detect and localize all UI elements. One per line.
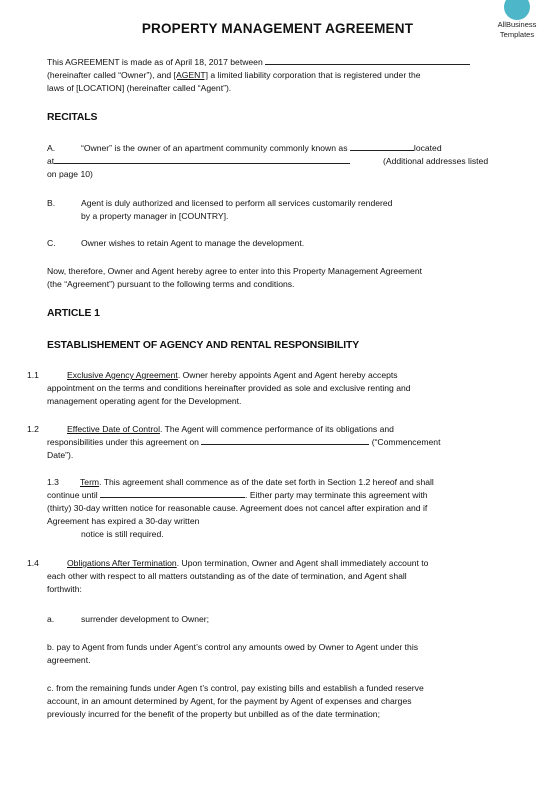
article-1-subheading: ESTABLISHEMENT OF AGENCY AND RENTAL RESPONSIBILITY	[47, 340, 360, 351]
section-1-3-line-1: 1.3 Term. This agreement shall commence as of the date set forth in Section 1.2 hereof and shall	[47, 477, 434, 487]
section-1-4-line-3: forthwith:	[47, 584, 82, 594]
section-1-3-line-5: notice is still required.	[81, 529, 164, 539]
property-address-blank	[54, 155, 350, 164]
recitals-heading: RECITALS	[47, 112, 98, 123]
section-1-3-line-3: (thirty) 30-day written notice for reasonable cause. Agreement does not cancel after expiration and if	[47, 503, 428, 513]
commencement-date-blank	[201, 436, 369, 445]
recital-a-line-3: on page 10)	[47, 169, 93, 179]
article-1-heading: ARTICLE 1	[47, 308, 100, 319]
section-1-2-title: Effective Date of Control	[67, 424, 160, 434]
section-1-4-item-c-line-1: c. from the remaining funds under Agen t’s control, pay existing bills and establish a funded reserve	[47, 683, 424, 693]
section-1-4-line-1: 1.4 Obligations After Termination. Upon termination, Owner and Agent shall immediately account to	[27, 558, 429, 568]
recital-a-additional: (Additional addresses listed	[383, 156, 489, 166]
section-1-3-line-4: Agreement has expired a 30-day written	[47, 516, 200, 526]
recital-b-line-1: B. Agent is duly authorized and licensed to perform all services customarily rendered	[47, 198, 393, 208]
agent-tag: [AGENT]	[173, 70, 208, 80]
logo-brand-line1: AllBusiness	[497, 20, 537, 29]
section-1-4-item-c-line-3: previously incurred for the benefit of the property but unbilled as of the date termination;	[47, 709, 380, 719]
section-1-4-item-b-line-2: agreement.	[47, 655, 91, 665]
section-1-4-item-c-line-2: account, in an amount determined by Agent, for the payment by Agent of expenses and charges	[47, 696, 412, 706]
intro-line-3: laws of [LOCATION] (hereinafter called “Agent”).	[47, 83, 232, 93]
section-1-4-line-2: each other with respect to all matters outstanding as of the date of termination, and Agent shall	[47, 571, 407, 581]
section-1-1-title: Exclusive Agency Agreement	[67, 370, 178, 380]
section-1-4-title: Obligations After Termination	[67, 558, 177, 568]
section-1-3-line-2: continue until . Either party may terminate this agreement with	[47, 490, 428, 500]
section-1-2-line-1: 1.2 Effective Date of Control. The Agent will commence performance of its obligations and	[27, 424, 394, 434]
recital-c: C. Owner wishes to retain Agent to manage the development.	[47, 238, 305, 248]
section-1-1-line-2: appointment on the terms and conditions hereinafter provided as sole and exclusive renting and	[47, 383, 411, 393]
now-therefore-line-2: (the “Agreement”) pursuant to the following terms and conditions.	[47, 279, 295, 289]
recital-a-line-1: A. “Owner” is the owner of an apartment community commonly known as located	[47, 143, 442, 153]
section-1-2-line-3: Date”).	[47, 450, 74, 460]
owner-name-blank	[265, 56, 470, 65]
section-1-4-item-a: a. surrender development to Owner;	[47, 614, 210, 624]
section-1-2-line-2: responsibilities under this agreement on (“Commencement	[47, 437, 441, 447]
intro-line-1: This AGREEMENT is made as of April 18, 2017 between	[47, 56, 470, 69]
now-therefore-line-1: Now, therefore, Owner and Agent hereby agree to enter into this Property Management Agreement	[47, 266, 423, 276]
document-title: PROPERTY MANAGEMENT AGREEMENT	[141, 21, 414, 36]
section-1-4-item-b-line-1: b. pay to Agent from funds under Agent’s control any amounts owed by Owner to Agent under this	[47, 642, 419, 652]
recital-a-line-2: at	[47, 155, 350, 168]
section-1-3-title: Term	[80, 477, 100, 487]
logo-circle-icon	[504, 0, 530, 20]
logo-brand-line2: Templates	[499, 29, 535, 39]
property-name-blank	[350, 142, 414, 151]
intro-line-2: (hereinafter called “Owner”), and [AGENT] a limited liability corporation that is registered under the	[47, 70, 421, 80]
recital-b-line-2: by a property manager in [COUNTRY].	[81, 211, 229, 221]
section-1-1-line-1: 1.1 Exclusive Agency Agreement. Owner hereby appoints Agent and Agent hereby accepts	[27, 370, 398, 380]
section-1-1-line-3: management operating agent for the Development.	[47, 396, 242, 406]
term-end-blank	[100, 489, 245, 498]
